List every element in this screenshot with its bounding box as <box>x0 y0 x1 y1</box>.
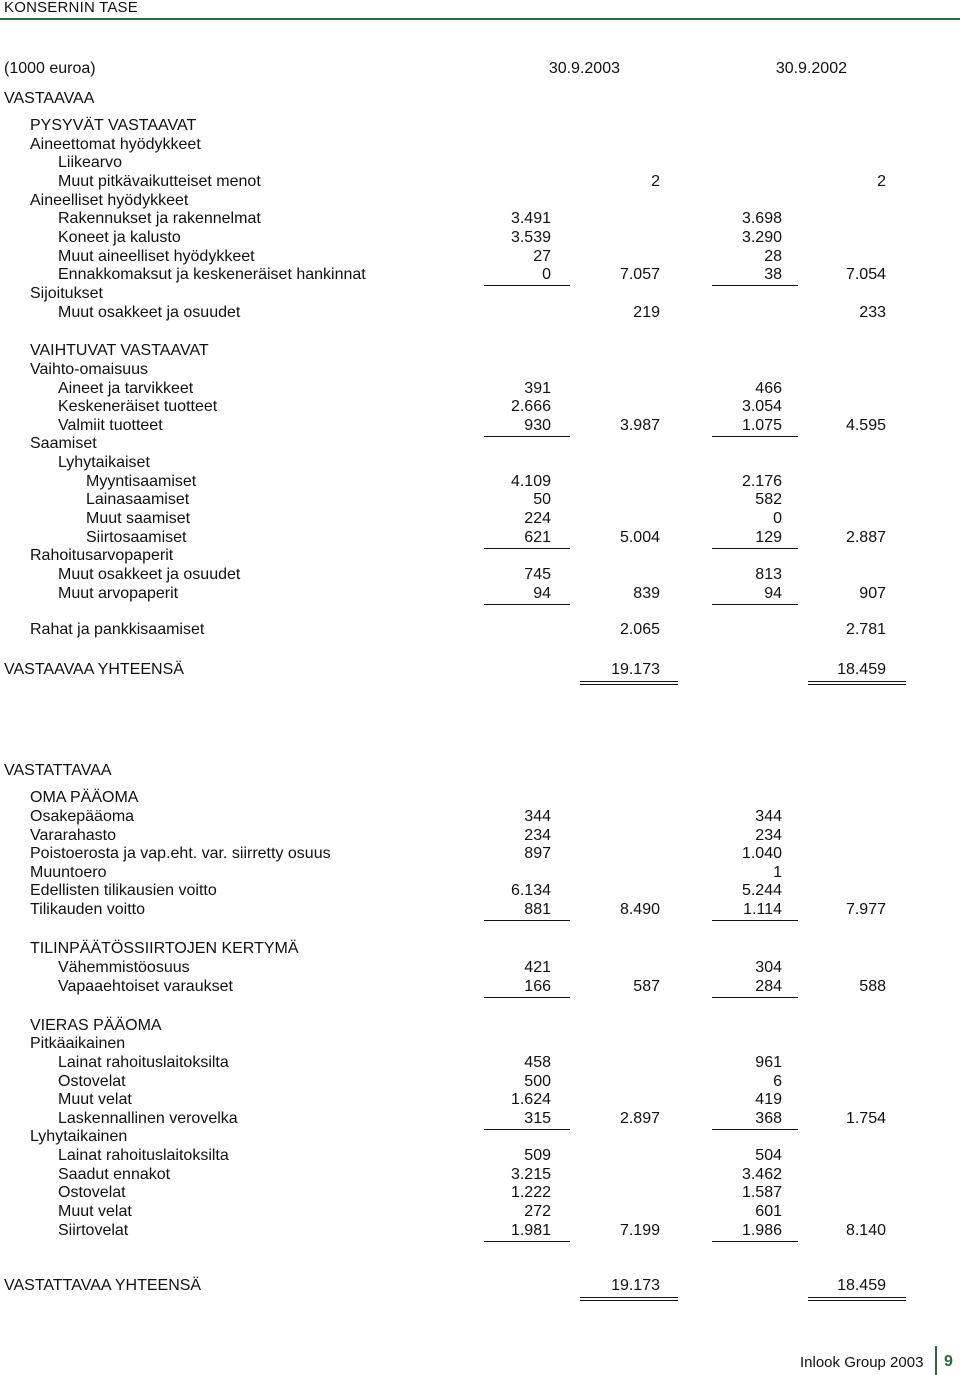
value-c1: 166 <box>524 978 551 995</box>
value-c1: 2.666 <box>510 398 551 415</box>
value-c3: 466 <box>755 380 782 397</box>
value-c3: 3.054 <box>741 398 782 415</box>
value-c1: 897 <box>524 845 551 862</box>
row-label: Myyntisaamiset <box>86 473 197 490</box>
value-c3: 94 <box>764 585 782 602</box>
row-label: Muuntoero <box>30 864 107 881</box>
value-c3: 38 <box>764 266 782 283</box>
total-double-rule <box>808 681 906 685</box>
value-c1: 4.109 <box>510 473 551 490</box>
value-c1: 272 <box>524 1203 551 1220</box>
value-c1: 224 <box>524 510 551 527</box>
value-c1: 509 <box>524 1147 551 1164</box>
value-c2: 7.199 <box>619 1222 660 1239</box>
table-row <box>0 1091 960 1110</box>
table-row <box>0 762 960 781</box>
table-row <box>0 1035 960 1054</box>
subtotal-rule <box>484 604 570 605</box>
row-label: Vapaaehtoiset varaukset <box>58 978 233 995</box>
value-c2: 2.065 <box>619 621 660 638</box>
row-label: Vähemmistöosuus <box>58 959 190 976</box>
table-row <box>0 285 960 304</box>
row-label: Muut pitkävaikutteiset menot <box>58 173 261 190</box>
value-c4: 8.140 <box>845 1222 886 1239</box>
row-label: VIERAS PÄÄOMA <box>30 1017 162 1034</box>
table-row <box>0 454 960 473</box>
value-c4: 18.459 <box>837 1277 886 1294</box>
value-c3: 129 <box>755 529 782 546</box>
row-label: VASTATTAVAA YHTEENSÄ <box>4 1277 202 1294</box>
table-row <box>0 1203 960 1222</box>
table-row <box>0 978 960 997</box>
table-row <box>0 1110 960 1129</box>
subtotal-rule <box>712 997 798 998</box>
table-row <box>0 435 960 454</box>
row-label: Vaihto-omaisuus <box>30 361 148 378</box>
value-c1: 391 <box>524 380 551 397</box>
row-label: Ostovelat <box>58 1184 126 1201</box>
table-row <box>0 1184 960 1203</box>
row-label: VASTAAVAA YHTEENSÄ <box>4 661 184 678</box>
row-label: Muut saamiset <box>86 510 191 527</box>
value-c3: 1.075 <box>741 417 782 434</box>
table-row <box>0 173 960 192</box>
value-c2: 587 <box>633 978 660 995</box>
value-c1: 3.491 <box>510 210 551 227</box>
table-row <box>0 417 960 436</box>
table-row <box>0 304 960 323</box>
value-c1: 94 <box>533 585 551 602</box>
table-row <box>0 789 960 808</box>
row-label: Lainat rahoituslaitoksilta <box>58 1054 229 1071</box>
value-c1: 500 <box>524 1073 551 1090</box>
date-2002-header: 30.9.2002 <box>775 60 847 77</box>
row-label: Laskennallinen verovelka <box>58 1110 238 1127</box>
value-c4: 18.459 <box>837 661 886 678</box>
value-c3: 504 <box>755 1147 782 1164</box>
page-title: KONSERNIN TASE <box>4 0 138 16</box>
row-label: VASTAAVAA <box>4 90 95 107</box>
row-label: Lainat rahoituslaitoksilta <box>58 1147 229 1164</box>
value-c4: 1.754 <box>845 1110 886 1127</box>
value-c4: 7.977 <box>845 901 886 918</box>
table-row <box>0 621 960 640</box>
value-c3: 3.290 <box>741 229 782 246</box>
subtotal-rule <box>484 1241 570 1242</box>
value-c1: 421 <box>524 959 551 976</box>
table-row <box>0 882 960 901</box>
value-c3: 601 <box>755 1203 782 1220</box>
subtotal-rule <box>712 1241 798 1242</box>
row-label: Muut aineelliset hyödykkeet <box>58 248 255 265</box>
value-c1: 458 <box>524 1054 551 1071</box>
table-row <box>0 210 960 229</box>
table-row <box>0 845 960 864</box>
row-label: VAIHTUVAT VASTAAVAT <box>30 342 209 359</box>
table-row <box>0 1222 960 1241</box>
value-c4: 588 <box>859 978 886 995</box>
table-row <box>0 529 960 548</box>
value-c3: 419 <box>755 1091 782 1108</box>
value-c1: 881 <box>524 901 551 918</box>
value-c4: 2.781 <box>845 621 886 638</box>
value-c3: 961 <box>755 1054 782 1071</box>
value-c2: 5.004 <box>619 529 660 546</box>
table-row <box>0 154 960 173</box>
row-label: Lyhytaikaiset <box>58 454 150 471</box>
value-c1: 1.624 <box>510 1091 551 1108</box>
row-label: Pitkäaikainen <box>30 1035 126 1052</box>
value-c3: 1.040 <box>741 845 782 862</box>
subtotal-rule <box>484 997 570 998</box>
table-row <box>0 547 960 566</box>
value-c1: 27 <box>533 248 551 265</box>
table-row <box>0 864 960 883</box>
row-label: Rakennukset ja rakennelmat <box>58 210 261 227</box>
table-row <box>0 361 960 380</box>
value-c1: 1.222 <box>510 1184 551 1201</box>
value-c2: 3.987 <box>619 417 660 434</box>
value-c3: 582 <box>755 491 782 508</box>
table-row <box>0 808 960 827</box>
row-label: Saamiset <box>30 435 97 452</box>
row-label: Vararahasto <box>30 827 116 844</box>
table-row <box>0 959 960 978</box>
row-label: Muut osakkeet ja osuudet <box>58 304 241 321</box>
footer-divider <box>935 1346 937 1375</box>
row-label: Aineettomat hyödykkeet <box>30 136 201 153</box>
value-c3: 304 <box>755 959 782 976</box>
table-row <box>0 1166 960 1185</box>
table-row <box>0 1073 960 1092</box>
value-c3: 5.244 <box>741 882 782 899</box>
row-label: Tilikauden voitto <box>30 901 146 918</box>
value-c2: 2.897 <box>619 1110 660 1127</box>
row-label: Muut arvopaperit <box>58 585 179 602</box>
value-c3: 1 <box>773 864 782 881</box>
value-c1: 344 <box>524 808 551 825</box>
row-label: Poistoerosta ja vap.eht. var. siirretty osuus <box>30 845 331 862</box>
top-rule <box>0 18 960 20</box>
row-label: Aineet ja tarvikkeet <box>58 380 194 397</box>
value-c1: 930 <box>524 417 551 434</box>
table-row <box>0 1147 960 1166</box>
value-c3: 234 <box>755 827 782 844</box>
total-double-rule <box>580 681 678 685</box>
value-c1: 234 <box>524 827 551 844</box>
value-c3: 6 <box>773 1073 782 1090</box>
table-row <box>0 266 960 285</box>
unit-label: (1000 euroa) <box>4 60 96 77</box>
value-c2: 219 <box>633 304 660 321</box>
value-c2: 839 <box>633 585 660 602</box>
date-2003-header: 30.9.2003 <box>548 60 620 77</box>
value-c3: 344 <box>755 808 782 825</box>
row-label: Ostovelat <box>58 1073 126 1090</box>
value-c1: 6.134 <box>510 882 551 899</box>
table-row <box>0 940 960 959</box>
value-c2: 19.173 <box>611 1277 660 1294</box>
value-c3: 0 <box>773 510 782 527</box>
value-c4: 2.887 <box>845 529 886 546</box>
subtotal-rule <box>484 920 570 921</box>
value-c3: 284 <box>755 978 782 995</box>
table-row <box>0 491 960 510</box>
row-label: Muut velat <box>58 1091 132 1108</box>
row-label: Koneet ja kalusto <box>58 229 181 246</box>
row-label: PYSYVÄT VASTAAVAT <box>30 117 197 134</box>
table-row <box>0 380 960 399</box>
page-number: 9 <box>944 1353 953 1370</box>
table-row <box>0 1128 960 1147</box>
value-c2: 2 <box>651 173 660 190</box>
row-label: Aineelliset hyödykkeet <box>30 192 189 209</box>
value-c4: 2 <box>877 173 886 190</box>
row-label: Rahoitusarvopaperit <box>30 547 174 564</box>
row-label: Liikearvo <box>58 154 123 171</box>
value-c3: 1.114 <box>743 901 782 918</box>
value-c3: 1.986 <box>741 1222 782 1239</box>
table-row <box>0 117 960 136</box>
table-row <box>0 398 960 417</box>
value-c4: 907 <box>859 585 886 602</box>
value-c1: 50 <box>533 491 551 508</box>
total-double-rule <box>808 1297 906 1301</box>
row-label: Siirtosaamiset <box>86 529 187 546</box>
row-label: Saadut ennakot <box>58 1166 171 1183</box>
value-c2: 7.057 <box>619 266 660 283</box>
row-label: Edellisten tilikausien voitto <box>30 882 217 899</box>
table-row <box>0 192 960 211</box>
table-row <box>0 901 960 920</box>
row-label: Muut velat <box>58 1203 132 1220</box>
row-label: Lyhytaikainen <box>30 1128 128 1145</box>
value-c1: 1.981 <box>510 1222 551 1239</box>
value-c3: 813 <box>755 566 782 583</box>
footer-company: Inlook Group 2003 <box>800 1354 924 1371</box>
value-c1: 621 <box>524 529 551 546</box>
row-label: Ennakkomaksut ja keskeneräiset hankinnat <box>58 266 366 283</box>
row-label: Valmiit tuotteet <box>58 417 163 434</box>
value-c1: 3.539 <box>510 229 551 246</box>
value-c3: 3.698 <box>741 210 782 227</box>
table-row <box>0 90 960 109</box>
value-c3: 1.587 <box>741 1184 782 1201</box>
total-double-rule <box>580 1297 678 1301</box>
value-c3: 3.462 <box>741 1166 782 1183</box>
value-c3: 28 <box>764 248 782 265</box>
row-label: Keskeneräiset tuotteet <box>58 398 218 415</box>
row-label: VASTATTAVAA <box>4 762 112 779</box>
subtotal-rule <box>712 604 798 605</box>
table-row <box>0 136 960 155</box>
row-label: Osakepääoma <box>30 808 135 825</box>
row-label: Siirtovelat <box>58 1222 129 1239</box>
table-row <box>0 248 960 267</box>
value-c1: 0 <box>542 266 551 283</box>
table-row <box>0 1277 960 1296</box>
row-label: OMA PÄÄOMA <box>30 789 139 806</box>
row-label: Sijoitukset <box>30 285 103 302</box>
subtotal-rule <box>712 920 798 921</box>
value-c2: 8.490 <box>619 901 660 918</box>
value-c1: 3.215 <box>510 1166 551 1183</box>
row-label: Lainasaamiset <box>86 491 190 508</box>
row-label: TILINPÄÄTÖSSIIRTOJEN KERTYMÄ <box>30 940 299 957</box>
value-c4: 4.595 <box>845 417 886 434</box>
table-row <box>0 1017 960 1036</box>
table-row <box>0 585 960 604</box>
row-label: Rahat ja pankkisaamiset <box>30 621 205 638</box>
table-row <box>0 510 960 529</box>
value-c3: 2.176 <box>741 473 782 490</box>
row-label: Muut osakkeet ja osuudet <box>58 566 241 583</box>
table-row <box>0 229 960 248</box>
table-row <box>0 1054 960 1073</box>
value-c1: 315 <box>524 1110 551 1127</box>
table-row <box>0 566 960 585</box>
table-row <box>0 827 960 846</box>
value-c3: 368 <box>755 1110 782 1127</box>
table-row <box>0 342 960 361</box>
value-c4: 7.054 <box>845 266 886 283</box>
table-row <box>0 473 960 492</box>
value-c4: 233 <box>859 304 886 321</box>
table-row <box>0 661 960 680</box>
value-c1: 745 <box>524 566 551 583</box>
value-c2: 19.173 <box>611 661 660 678</box>
